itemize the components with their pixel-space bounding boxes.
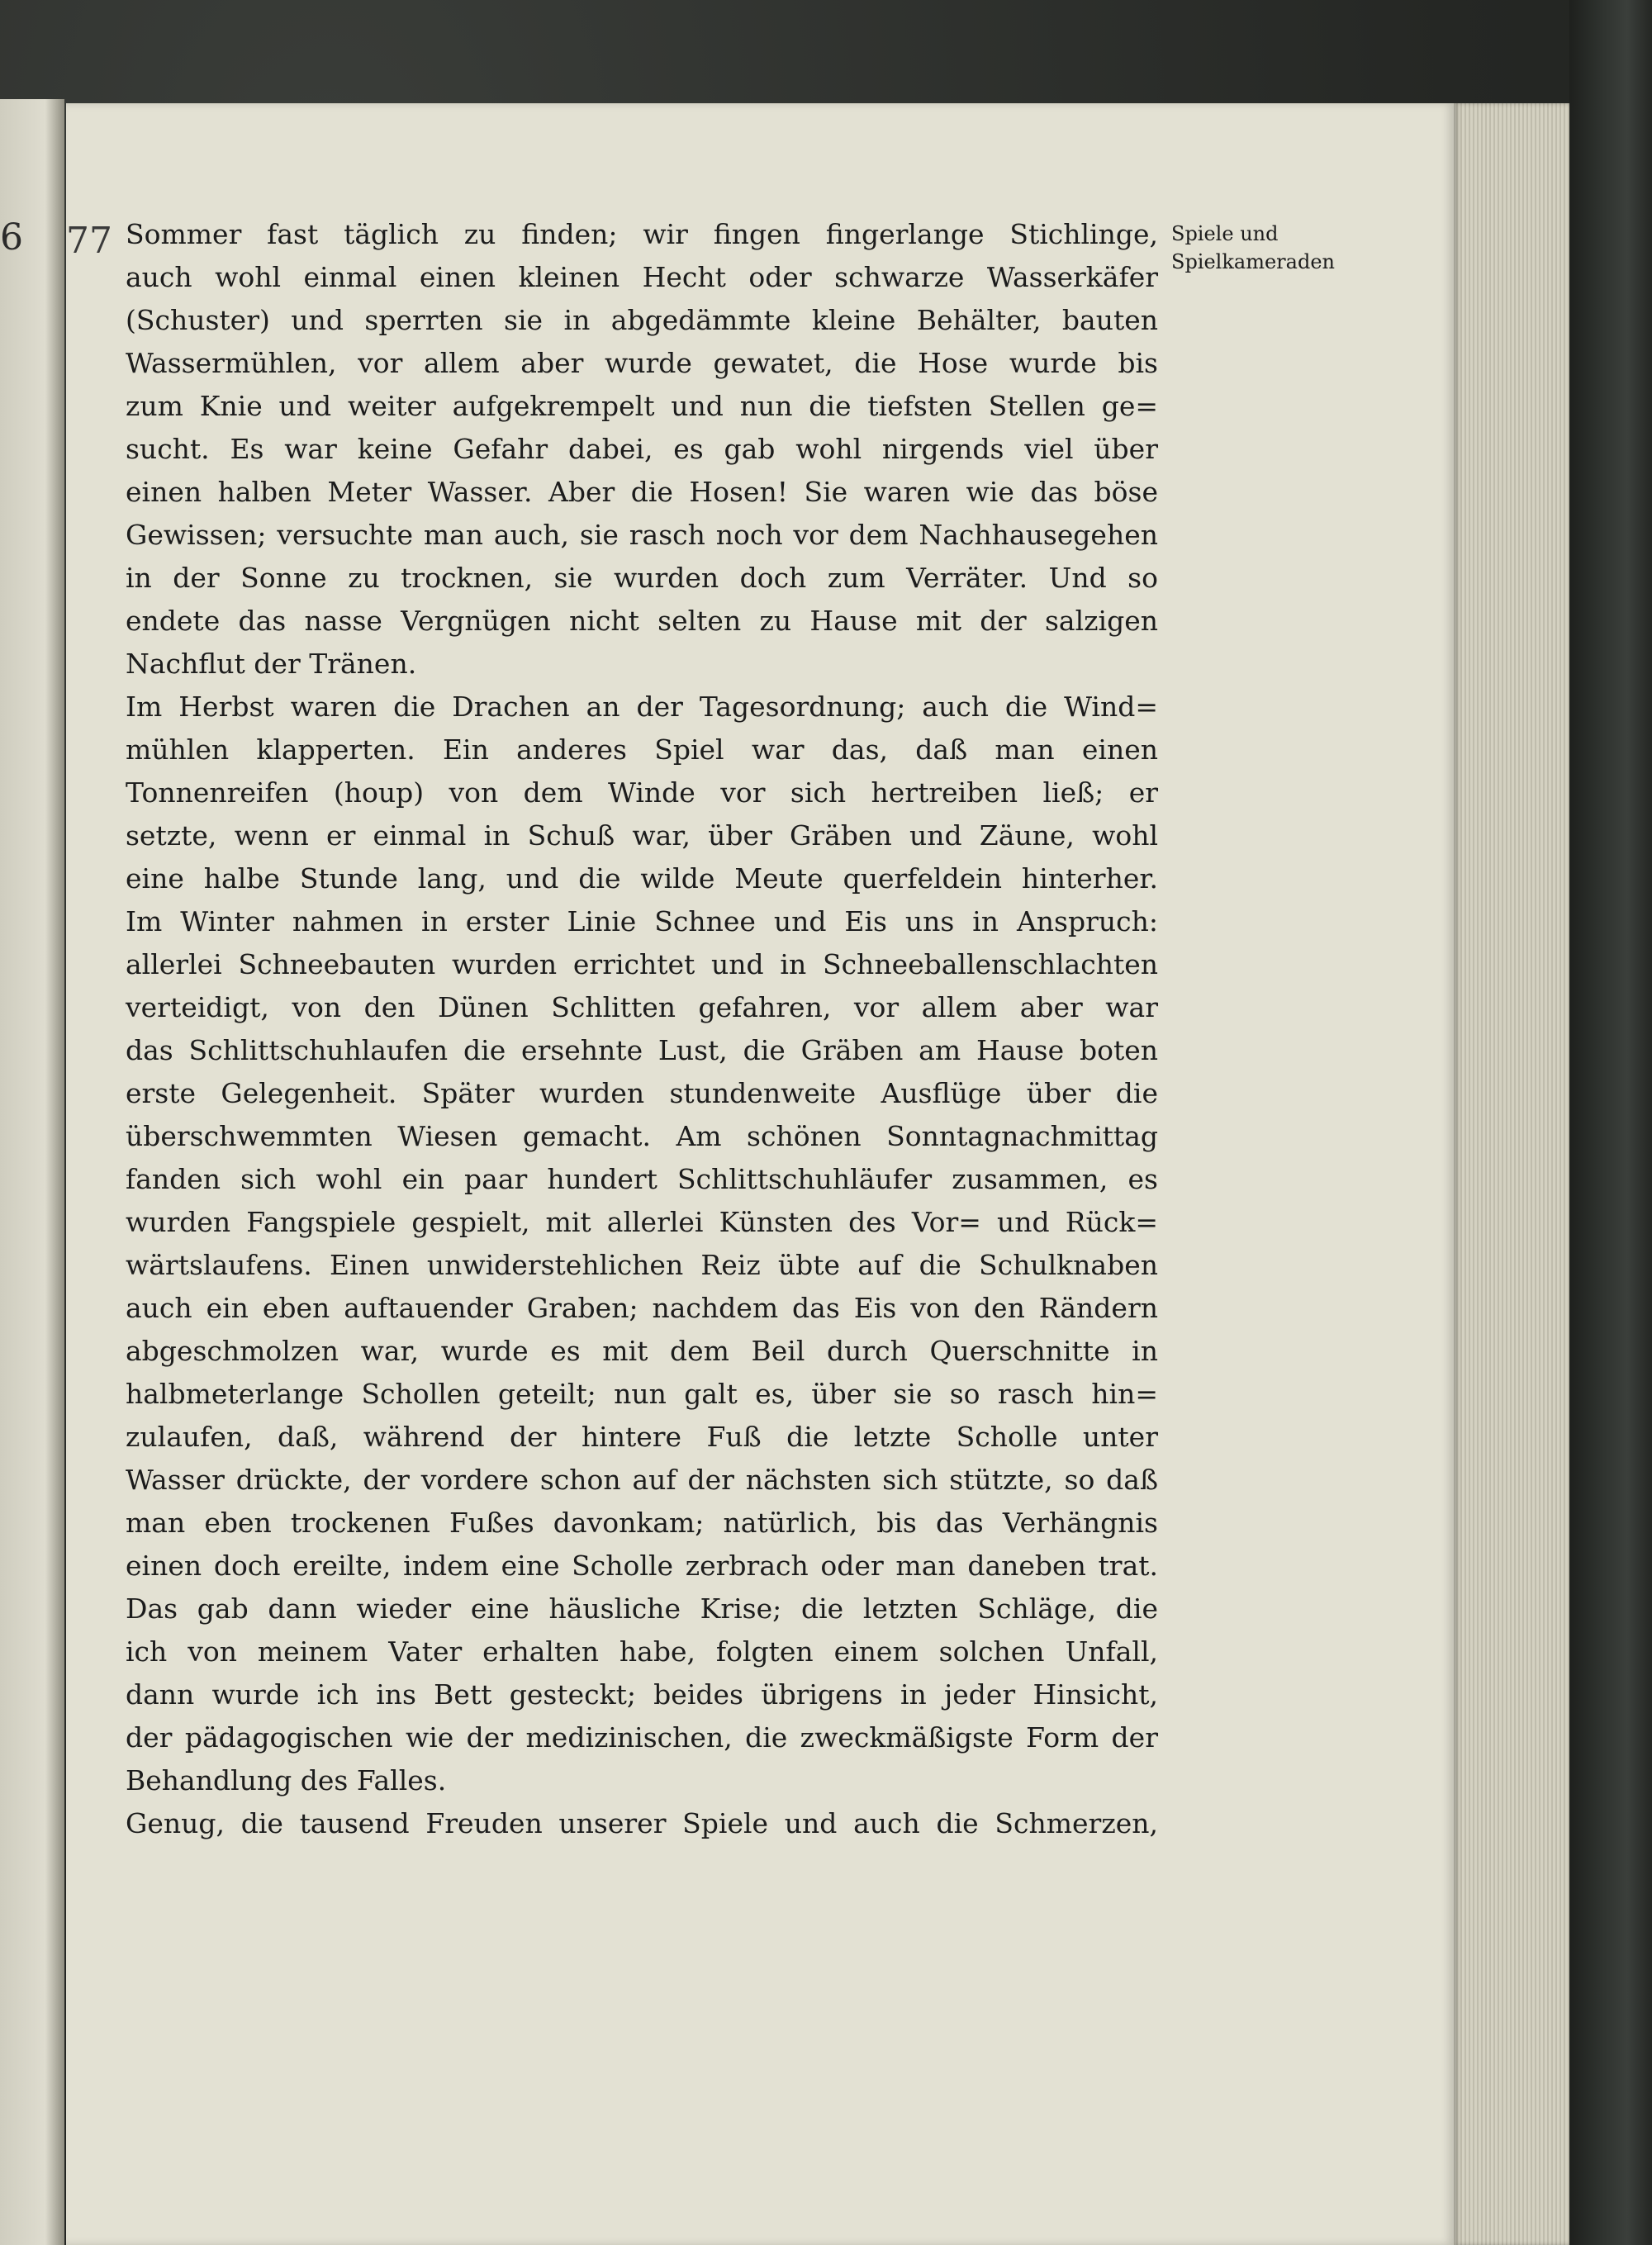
text-line: eine halbe Stunde lang, und die wilde Meute querfeldein hinterher. [126,862,1158,895]
text-line: sucht. Es war keine Gefahr dabei, es gab wohl nirgends viel über [126,433,1158,465]
text-line: einen halben Meter Wasser. Aber die Hosen! Sie waren wie das böse [126,476,1158,508]
text-line: abgeschmolzen war, wurde es mit dem Beil durch Querschnitte in [126,1335,1158,1367]
text-line: Wassermühlen, vor allem aber wurde gewatet, die Hose wurde bis [126,347,1158,379]
text-line: halbmeterlange Schollen geteilt; nun galt es, über sie so rasch hin= [126,1378,1158,1410]
text-line: fanden sich wohl ein paar hundert Schlittschuhläufer zusammen, es [126,1163,1158,1195]
text-line: dann wurde ich ins Bett gesteckt; beides übrigens in jeder Hinsicht, [126,1678,1158,1711]
text-line: Sommer fast täglich zu finden; wir fingen fingerlange Stichlinge, [126,218,1158,250]
text-line: (Schuster) und sperrten sie in abgedämmte kleine Behälter, bauten [126,304,1158,336]
text-line: Nachflut der Tränen. [126,648,417,680]
book-cover-binding [1569,0,1652,2245]
text-line: wärtslaufens. Einen unwiderstehlichen Reiz übte auf die Schulknaben [126,1249,1158,1281]
text-line: erste Gelegenheit. Später wurden stundenweite Ausflüge über die [126,1077,1158,1109]
text-line: mühlen klapperten. Ein anderes Spiel war das, daß man einen [126,733,1158,766]
text-line: setzte, wenn er einmal in Schuß war, über Gräben und Zäune, wohl [126,819,1158,852]
text-line: auch ein eben auftauender Graben; nachdem das Eis von den Rändern [126,1292,1158,1324]
text-line: Im Winter nahmen in erster Linie Schnee und Eis uns in Anspruch: [126,905,1158,937]
margin-note-line: Spielkameraden [1171,250,1335,273]
text-line: verteidigt, von den Dünen Schlitten gefahren, vor allem aber war [126,991,1158,1023]
text-line: man eben trockenen Fußes davonkam; natürlich, bis das Verhängnis [126,1507,1158,1539]
text-line: auch wohl einmal einen kleinen Hecht oder schwarze Wasserkäfer [126,261,1158,293]
text-line: Behandlung des Falles. [126,1764,447,1796]
text-line: zulaufen, daß, während der hintere Fuß die letzte Scholle unter [126,1421,1158,1453]
text-line: das Schlittschuhlaufen die ersehnte Lust, die Gräben am Hause boten [126,1034,1158,1066]
previous-page-number: 6 [0,216,23,259]
text-line: Genug, die tausend Freuden unserer Spiele und auch die Schmerzen, [126,1807,1158,1839]
body-text [126,213,1158,1845]
text-line: Tonnenreifen (houp) von dem Winde vor sich hertreiben ließ; er [126,776,1158,809]
text-line: endete das nasse Vergnügen nicht selten zu Hause mit der salzigen [126,605,1158,637]
text-line: Im Herbst waren die Drachen an der Tagesordnung; auch die Wind= [126,691,1158,723]
text-line: Das gab dann wieder eine häusliche Krise; die letzten Schläge, die [126,1592,1158,1625]
page-number: 77 [66,220,112,262]
previous-page-edge [0,99,64,2245]
text-line: Gewissen; versuchte man auch, sie rasch noch vor dem Nachhausegehen [126,519,1158,551]
text-line: wurden Fangspiele gespielt, mit allerlei Künsten des Vor= und Rück= [126,1206,1158,1238]
text-line: allerlei Schneebauten wurden errichtet und in Schneeballenschlachten [126,948,1158,980]
text-line: der pädagogischen wie der medizinischen, die zweckmäßigste Form der [126,1721,1158,1754]
text-line: Wasser drückte, der vordere schon auf der nächsten sich stützte, so daß [126,1464,1158,1496]
margin-note [1171,220,1394,276]
page-stack-edge [1454,103,1569,2245]
margin-note-line: Spiele und [1171,222,1279,245]
text-line: zum Knie und weiter aufgekrempelt und nun die tiefsten Stellen ge= [126,390,1158,422]
text-line: in der Sonne zu trocknen, sie wurden doch zum Verräter. Und so [126,562,1158,594]
text-line: einen doch ereilte, indem eine Scholle zerbrach oder man daneben trat. [126,1550,1158,1582]
text-line: überschwemmten Wiesen gemacht. Am schönen Sonntagnachmittag [126,1120,1158,1152]
text-line: ich von meinem Vater erhalten habe, folgten einem solchen Unfall, [126,1635,1158,1668]
